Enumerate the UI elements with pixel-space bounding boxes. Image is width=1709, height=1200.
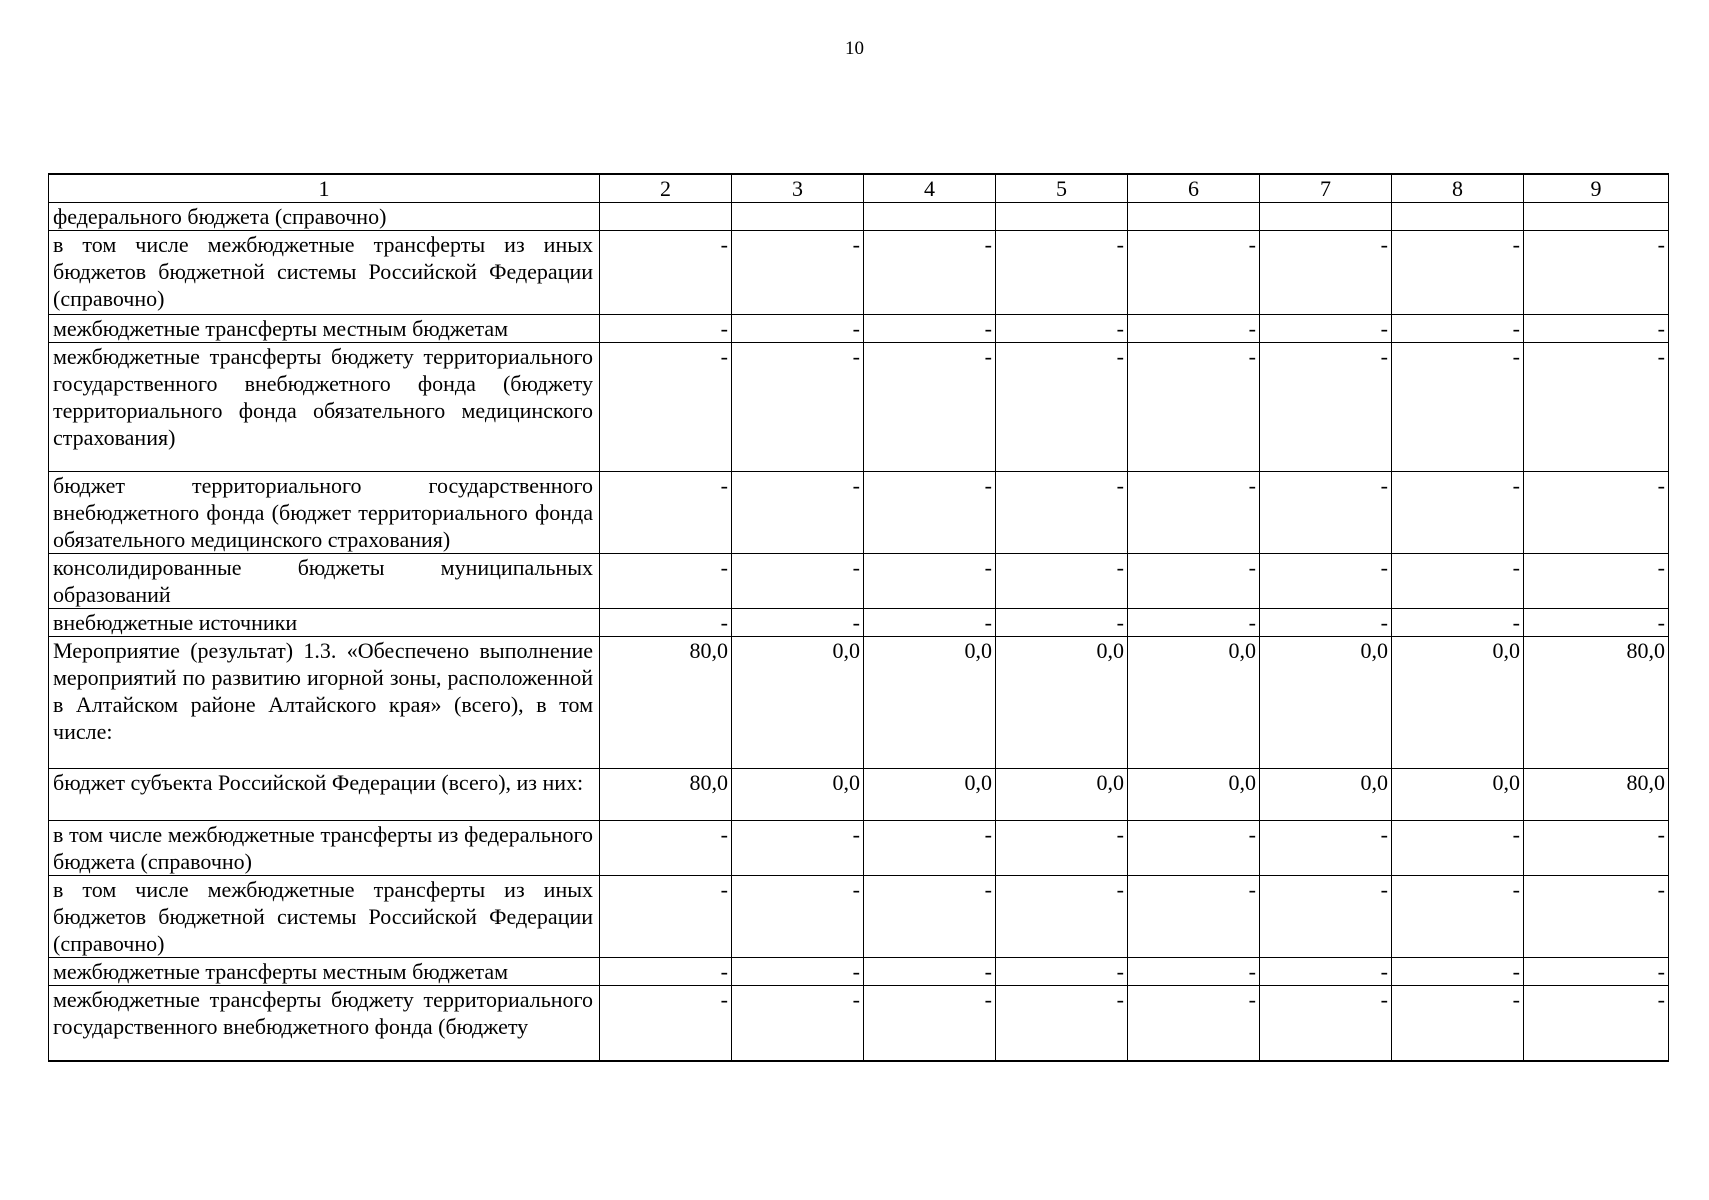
value-cell: -	[1128, 821, 1260, 876]
value-cell: 0,0	[996, 769, 1128, 821]
value-cell: -	[996, 876, 1128, 958]
row-label: консолидированные бюджеты муниципальных образований	[49, 554, 600, 609]
value-cell: -	[1524, 315, 1669, 343]
value-cell: -	[1524, 821, 1669, 876]
value-cell: -	[996, 609, 1128, 637]
value-cell: -	[1260, 472, 1392, 554]
value-cell: -	[1128, 554, 1260, 609]
column-header: 4	[864, 174, 996, 203]
row-label: межбюджетные трансферты местным бюджетам	[49, 315, 600, 343]
value-cell: -	[732, 231, 864, 315]
value-cell: -	[732, 958, 864, 986]
value-cell: 0,0	[732, 769, 864, 821]
value-cell: -	[864, 554, 996, 609]
value-cell: -	[996, 343, 1128, 472]
value-cell	[1128, 203, 1260, 231]
value-cell: -	[1128, 958, 1260, 986]
value-cell: 0,0	[1128, 637, 1260, 769]
value-cell: -	[600, 958, 732, 986]
value-cell: -	[1128, 315, 1260, 343]
value-cell: -	[1128, 231, 1260, 315]
row-label: межбюджетные трансферты бюджету территориального государственного внебюджетного фонда (бюджету территориального фонда обязательного медицинского страхования)	[49, 343, 600, 472]
value-cell: -	[1260, 554, 1392, 609]
value-cell: -	[864, 986, 996, 1061]
value-cell: -	[1128, 876, 1260, 958]
value-cell: -	[1392, 231, 1524, 315]
value-cell: -	[864, 876, 996, 958]
value-cell: -	[996, 986, 1128, 1061]
column-header: 3	[732, 174, 864, 203]
value-cell	[1524, 203, 1669, 231]
value-cell: -	[1392, 554, 1524, 609]
value-cell: -	[1392, 821, 1524, 876]
value-cell: -	[1260, 986, 1392, 1061]
row-label: межбюджетные трансферты бюджету территориального государственного внебюджетного фонда (бюджету	[49, 986, 600, 1061]
value-cell: -	[1260, 958, 1392, 986]
value-cell: -	[1524, 609, 1669, 637]
table-body	[49, 174, 1669, 1061]
value-cell: -	[1128, 472, 1260, 554]
table-row	[49, 637, 1669, 769]
column-header: 9	[1524, 174, 1669, 203]
value-cell: 0,0	[1128, 769, 1260, 821]
table-row	[49, 231, 1669, 315]
value-cell: -	[996, 958, 1128, 986]
value-cell: -	[600, 986, 732, 1061]
value-cell: -	[864, 821, 996, 876]
table-row	[49, 609, 1669, 637]
value-cell: -	[864, 231, 996, 315]
value-cell: -	[1128, 609, 1260, 637]
budget-table	[48, 173, 1669, 1062]
value-cell: 0,0	[1392, 637, 1524, 769]
column-header: 2	[600, 174, 732, 203]
value-cell: 0,0	[1260, 637, 1392, 769]
value-cell: -	[732, 554, 864, 609]
value-cell: -	[864, 958, 996, 986]
row-label: бюджет территориального государственного внебюджетного фонда (бюджет территориального фонда обязательного медицинского страхования)	[49, 472, 600, 554]
value-cell: -	[1128, 986, 1260, 1061]
table-row	[49, 769, 1669, 821]
value-cell: -	[996, 315, 1128, 343]
column-header: 7	[1260, 174, 1392, 203]
table-row	[49, 315, 1669, 343]
table-row	[49, 203, 1669, 231]
value-cell: -	[864, 472, 996, 554]
value-cell: -	[600, 609, 732, 637]
value-cell	[864, 203, 996, 231]
value-cell: -	[1392, 315, 1524, 343]
row-label: бюджет субъекта Российской Федерации (всего), из них:	[49, 769, 600, 821]
value-cell: -	[732, 343, 864, 472]
row-label: в том числе межбюджетные трансферты из иных бюджетов бюджетной системы Российской Федерации (справочно)	[49, 876, 600, 958]
value-cell: 0,0	[864, 637, 996, 769]
value-cell: -	[1524, 554, 1669, 609]
value-cell: -	[1260, 821, 1392, 876]
value-cell: -	[864, 343, 996, 472]
value-cell: -	[1392, 958, 1524, 986]
value-cell	[732, 203, 864, 231]
value-cell: -	[1524, 343, 1669, 472]
column-header: 6	[1128, 174, 1260, 203]
row-label: межбюджетные трансферты местным бюджетам	[49, 958, 600, 986]
value-cell: -	[600, 821, 732, 876]
value-cell: 0,0	[996, 637, 1128, 769]
table-row	[49, 986, 1669, 1061]
value-cell: -	[1392, 986, 1524, 1061]
value-cell: -	[1524, 231, 1669, 315]
value-cell: -	[996, 554, 1128, 609]
page-number: 10	[845, 38, 864, 59]
value-cell: 0,0	[732, 637, 864, 769]
table-row	[49, 958, 1669, 986]
value-cell: -	[1128, 343, 1260, 472]
value-cell: -	[732, 821, 864, 876]
value-cell: -	[732, 876, 864, 958]
table-row	[49, 343, 1669, 472]
value-cell: -	[996, 821, 1128, 876]
column-header: 5	[996, 174, 1128, 203]
value-cell	[996, 203, 1128, 231]
value-cell: -	[600, 876, 732, 958]
value-cell: -	[600, 315, 732, 343]
value-cell: -	[1524, 958, 1669, 986]
value-cell: -	[600, 554, 732, 609]
value-cell: -	[1260, 315, 1392, 343]
value-cell: -	[1260, 609, 1392, 637]
table-row	[49, 821, 1669, 876]
row-label: в том числе межбюджетные трансферты из федерального бюджета (справочно)	[49, 821, 600, 876]
value-cell: -	[1524, 986, 1669, 1061]
value-cell: -	[1524, 472, 1669, 554]
row-label: федерального бюджета (справочно)	[49, 203, 600, 231]
value-cell: -	[600, 472, 732, 554]
value-cell: 80,0	[600, 769, 732, 821]
column-header: 1	[49, 174, 600, 203]
value-cell: 0,0	[1260, 769, 1392, 821]
value-cell: -	[732, 472, 864, 554]
value-cell: 80,0	[600, 637, 732, 769]
value-cell: 0,0	[864, 769, 996, 821]
value-cell	[1260, 203, 1392, 231]
value-cell: -	[600, 231, 732, 315]
value-cell: -	[864, 609, 996, 637]
row-label: Мероприятие (результат) 1.3. «Обеспечено выполнение мероприятий по развитию игорной зоны, расположенной в Алтайском районе Алтайского края» (всего), в том числе:	[49, 637, 600, 769]
header-row	[49, 174, 1669, 203]
value-cell: -	[996, 472, 1128, 554]
row-label: внебюджетные источники	[49, 609, 600, 637]
value-cell: -	[1524, 876, 1669, 958]
value-cell: 0,0	[1392, 769, 1524, 821]
value-cell: -	[732, 315, 864, 343]
value-cell: -	[732, 609, 864, 637]
value-cell: -	[1260, 876, 1392, 958]
value-cell: -	[1260, 343, 1392, 472]
value-cell: -	[600, 343, 732, 472]
value-cell: -	[864, 315, 996, 343]
value-cell: -	[1392, 876, 1524, 958]
value-cell: 80,0	[1524, 769, 1669, 821]
value-cell: -	[996, 231, 1128, 315]
value-cell	[1392, 203, 1524, 231]
value-cell: 80,0	[1524, 637, 1669, 769]
column-header: 8	[1392, 174, 1524, 203]
table-row	[49, 876, 1669, 958]
value-cell: -	[1392, 343, 1524, 472]
value-cell: -	[732, 986, 864, 1061]
value-cell: -	[1260, 231, 1392, 315]
value-cell: -	[1392, 609, 1524, 637]
value-cell	[600, 203, 732, 231]
table-row	[49, 554, 1669, 609]
value-cell: -	[1392, 472, 1524, 554]
row-label: в том числе межбюджетные трансферты из иных бюджетов бюджетной системы Российской Федерации (справочно)	[49, 231, 600, 315]
table-row	[49, 472, 1669, 554]
